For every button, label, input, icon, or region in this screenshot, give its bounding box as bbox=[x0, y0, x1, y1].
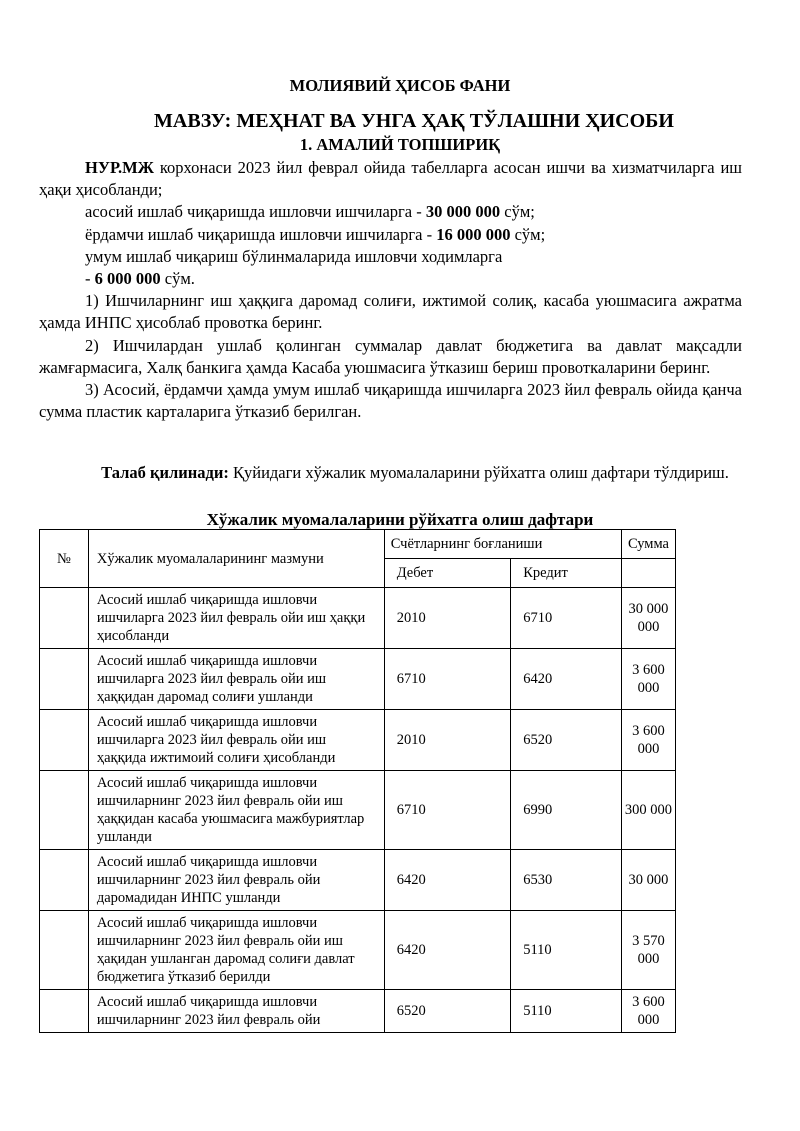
row-content: Асосий ишлаб чиқаришда ишловчи ишчиларнинг 2023 йил февраль ойи иш ҳақидан ушланган даромад солиғи давлат бюджетига ўтказиб берилди bbox=[88, 911, 384, 990]
row-content: Асосий ишлаб чиқаришда ишловчи ишчиларга 2023 йил февраль ойи иш ҳаққидан даромад солиғи ушланди bbox=[88, 649, 384, 710]
salary-line-aux-text: ёрдамчи ишлаб чиқаришда ишловчи ишчиларга - bbox=[85, 224, 437, 244]
row-credit: 5110 bbox=[511, 911, 622, 990]
header-debit: Дебет bbox=[384, 559, 511, 588]
company-name: НУР.МЖ bbox=[85, 158, 154, 177]
table-row bbox=[40, 649, 676, 710]
row-debit: 6710 bbox=[384, 771, 511, 850]
salary-line-main-amount: 30 000 000 bbox=[425, 202, 501, 222]
salary-line-general-value: 6 000 000 bbox=[94, 269, 161, 289]
table-row bbox=[40, 588, 676, 649]
row-credit: 5110 bbox=[511, 990, 622, 1033]
header-content: Хўжалик муомалаларининг мазмуни bbox=[88, 530, 384, 588]
row-amount: 3 600 000 bbox=[621, 649, 675, 710]
table-title: Хўжалик муомалаларини рўйхатга олиш дафтари bbox=[206, 510, 594, 529]
row-number bbox=[40, 588, 89, 649]
salary-line-general-unit: сўм. bbox=[160, 269, 195, 289]
row-amount: 3 570 000 bbox=[621, 911, 675, 990]
task-item-1: 1) Ишчиларнинг иш ҳаққига даромад солиғи, ижтимой солиқ, касаба уюшмасига ажратма ҳамда ИНПС ҳисоблаб провотка беринг. bbox=[39, 291, 742, 333]
row-credit: 6530 bbox=[511, 850, 622, 911]
table-row bbox=[40, 990, 676, 1033]
table-row bbox=[40, 710, 676, 771]
row-number bbox=[40, 911, 89, 990]
row-credit: 6990 bbox=[511, 771, 622, 850]
row-debit: 6710 bbox=[384, 649, 511, 710]
row-number bbox=[40, 850, 89, 911]
row-amount: 3 600 000 bbox=[621, 990, 675, 1033]
requirement-paragraph bbox=[90, 461, 740, 484]
row-number bbox=[40, 990, 89, 1033]
salary-line-general: умум ишлаб чиқариш бўлинмаларида ишловчи ходимларга bbox=[85, 246, 503, 266]
row-number bbox=[40, 649, 89, 710]
row-credit: 6420 bbox=[511, 649, 622, 710]
row-number bbox=[40, 710, 89, 771]
row-number bbox=[40, 771, 89, 850]
task-item-2: 2) Ишчилардан ушлаб қолинган суммалар давлат бюджетига ва давлат мақсадли жамғармасига, Халқ банкига ҳамда Касаба уюшмасига ўтказиш бериш провоткаларини беринг. bbox=[39, 335, 742, 377]
header-accounts: Счётларнинг боғланиши bbox=[384, 530, 621, 559]
salary-line-main-unit: сўм; bbox=[500, 202, 535, 222]
subject-title: МОЛИЯВИЙ ҲИСОБ ФАНИ bbox=[289, 76, 511, 95]
salary-line-aux-amount: 16 000 000 bbox=[436, 224, 511, 244]
task-body bbox=[39, 157, 742, 423]
header-amount-sub bbox=[621, 559, 675, 588]
row-content: Асосий ишлаб чиқаришда ишловчи ишчиларнинг 2023 йил февраль ойи bbox=[88, 990, 384, 1033]
salary-line-main-text: асосий ишлаб чиқаришда ишловчи ишчиларга - bbox=[85, 202, 426, 222]
table-row bbox=[40, 850, 676, 911]
intro-paragraph bbox=[39, 157, 742, 201]
header-credit: Кредит bbox=[511, 559, 622, 588]
salary-line-general-amount bbox=[39, 268, 742, 290]
row-content: Асосий ишлаб чиқаришда ишловчи ишчиларга 2023 йил февраль ойи иш ҳаққи ҳисобланди bbox=[88, 588, 384, 649]
salary-line-main bbox=[39, 201, 742, 223]
row-debit: 2010 bbox=[384, 710, 511, 771]
table-row bbox=[40, 911, 676, 990]
requirement-label: Талаб қилинади: bbox=[101, 463, 229, 482]
row-content: Асосий ишлаб чиқаришда ишловчи ишчиларнинг 2023 йил февраль ойи иш ҳаққидан касаба уюшмасига мажбуриятлар ушланди bbox=[88, 771, 384, 850]
topic-title: МАВЗУ: МЕҲНАТ ВА УНГА ҲАҚ ТЎЛАШНИ ҲИСОБИ bbox=[154, 110, 674, 132]
row-amount: 30 000 bbox=[621, 850, 675, 911]
requirement-text: Қуйидаги хўжалик муомалаларини рўйхатга олиш дафтари тўлдириш. bbox=[228, 463, 729, 482]
row-amount: 300 000 bbox=[621, 771, 675, 850]
header-number: № bbox=[40, 530, 89, 588]
row-amount: 3 600 000 bbox=[621, 710, 675, 771]
row-debit: 2010 bbox=[384, 588, 511, 649]
row-credit: 6710 bbox=[511, 588, 622, 649]
salary-line-general-prefix: - bbox=[85, 269, 95, 289]
task-title: 1. АМАЛИЙ ТОПШИРИҚ bbox=[299, 135, 501, 154]
row-amount: 30 000 000 bbox=[621, 588, 675, 649]
task-item-3: 3) Асосий, ёрдамчи ҳамда умум ишлаб чиқаришда ишчиларга 2023 йил февраль ойида қанча сумма пластик карталарига ўтказиб берилган. bbox=[39, 380, 742, 422]
table-row bbox=[40, 771, 676, 850]
row-debit: 6420 bbox=[384, 850, 511, 911]
salary-line-aux-unit: сўм; bbox=[510, 224, 546, 244]
row-debit: 6420 bbox=[384, 911, 511, 990]
salary-line-aux bbox=[39, 224, 742, 246]
row-credit: 6520 bbox=[511, 710, 622, 771]
header-amount: Сумма bbox=[621, 530, 675, 559]
journal-table bbox=[39, 529, 676, 1033]
intro-text: корхонаси 2023 йил феврал ойида табелларга асосан ишчи ва хизматчиларга иш ҳақи ҳисобланди; bbox=[39, 158, 742, 200]
row-content: Асосий ишлаб чиқаришда ишловчи ишчиларнинг 2023 йил февраль ойи даромадидан ИНПС ушланди bbox=[88, 850, 384, 911]
row-debit: 6520 bbox=[384, 990, 511, 1033]
row-content: Асосий ишлаб чиқаришда ишловчи ишчиларга 2023 йил февраль ойи иш ҳаққида ижтимоий солиғи ҳисобланди bbox=[88, 710, 384, 771]
